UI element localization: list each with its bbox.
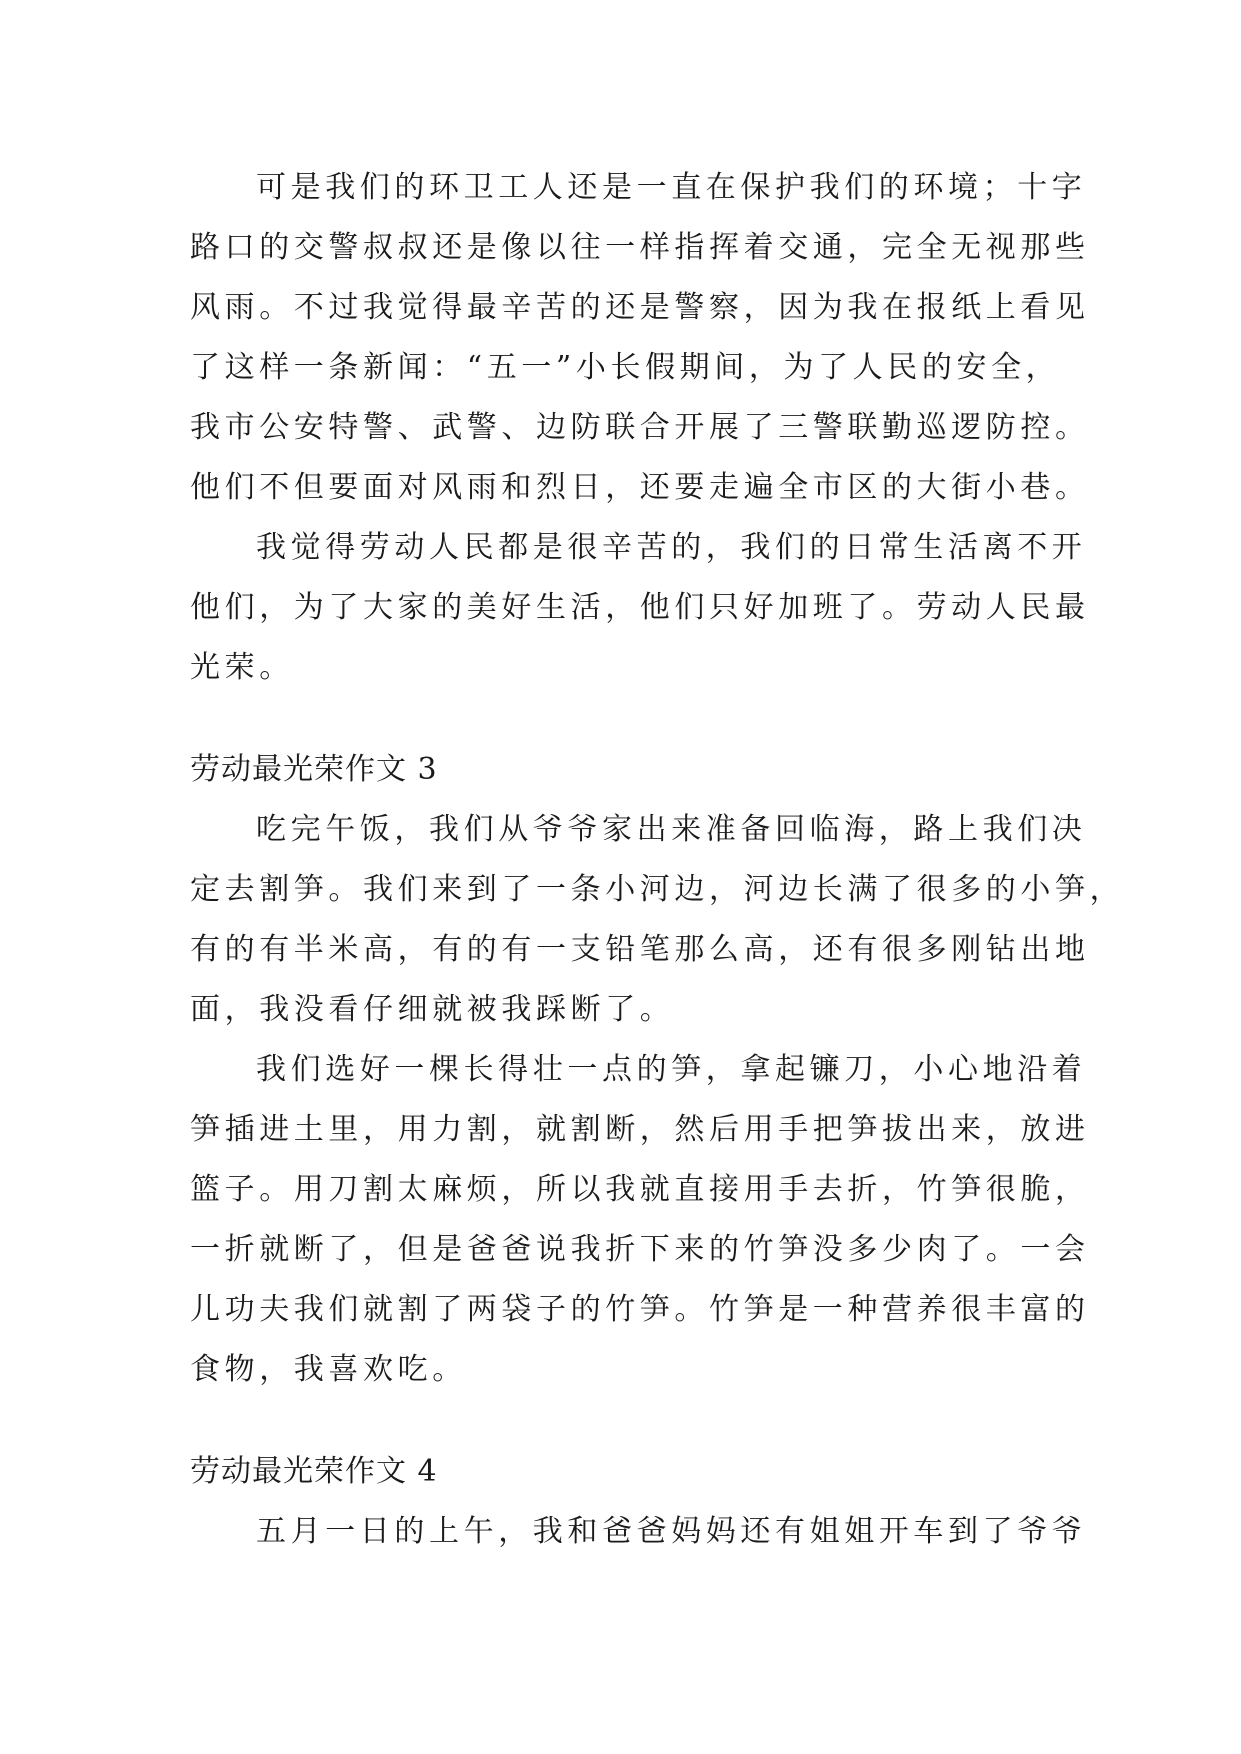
paragraph-line: 光荣。 [190,650,294,685]
paragraph-line: 吃完午饭，我们从爷爷家出来准备回临海，路上我们决 [256,812,1087,847]
paragraph-line: 一折就断了，但是爸爸说我折下来的竹笋没多少肉了。一会 [190,1232,1090,1267]
paragraph-line: 五月一日的上午，我和爸爸妈妈还有姐姐开车到了爷爷 [256,1514,1087,1549]
paragraph-line: 有的有半米高，有的有一支铅笔那么高，还有很多刚钻出地 [190,932,1090,967]
paragraph-line: 可是我们的环卫工人还是一直在保护我们的环境；十字 [256,170,1087,205]
section-heading: 劳动最光荣作文 4 [190,1454,438,1489]
paragraph-line: 风雨。不过我觉得最辛苦的还是警察，因为我在报纸上看见 [190,290,1090,325]
paragraph-line: 定去割笋。我们来到了一条小河边，河边长满了很多的小笋， [190,872,1125,907]
section-heading: 劳动最光荣作文 3 [190,752,438,787]
paragraph-line: 我们选好一棵长得壮一点的笋，拿起镰刀，小心地沿着 [256,1052,1087,1087]
paragraph-line: 他们，为了大家的美好生活，他们只好加班了。劳动人民最 [190,590,1090,625]
paragraph-line: 我市公安特警、武警、边防联合开展了三警联勤巡逻防控。 [190,410,1090,445]
paragraph-line: 我觉得劳动人民都是很辛苦的，我们的日常生活离不开 [256,530,1087,565]
paragraph-line: 儿功夫我们就割了两袋子的竹笋。竹笋是一种营养很丰富的 [190,1292,1090,1327]
paragraph-line: 食物，我喜欢吃。 [190,1352,467,1387]
paragraph-line: 面，我没看仔细就被我踩断了。 [190,992,675,1027]
paragraph-line: 篮子。用刀割太麻烦，所以我就直接用手去折，竹笋很脆， [190,1172,1090,1207]
paragraph-line: 了这样一条新闻：“五一”小长假期间，为了人民的安全， [190,350,1061,385]
paragraph-line: 路口的交警叔叔还是像以往一样指挥着交通，完全无视那些 [190,230,1090,265]
paragraph-line: 他们不但要面对风雨和烈日，还要走遍全市区的大街小巷。 [190,470,1090,505]
paragraph-line: 笋插进土里，用力割，就割断，然后用手把笋拔出来，放进 [190,1112,1090,1147]
